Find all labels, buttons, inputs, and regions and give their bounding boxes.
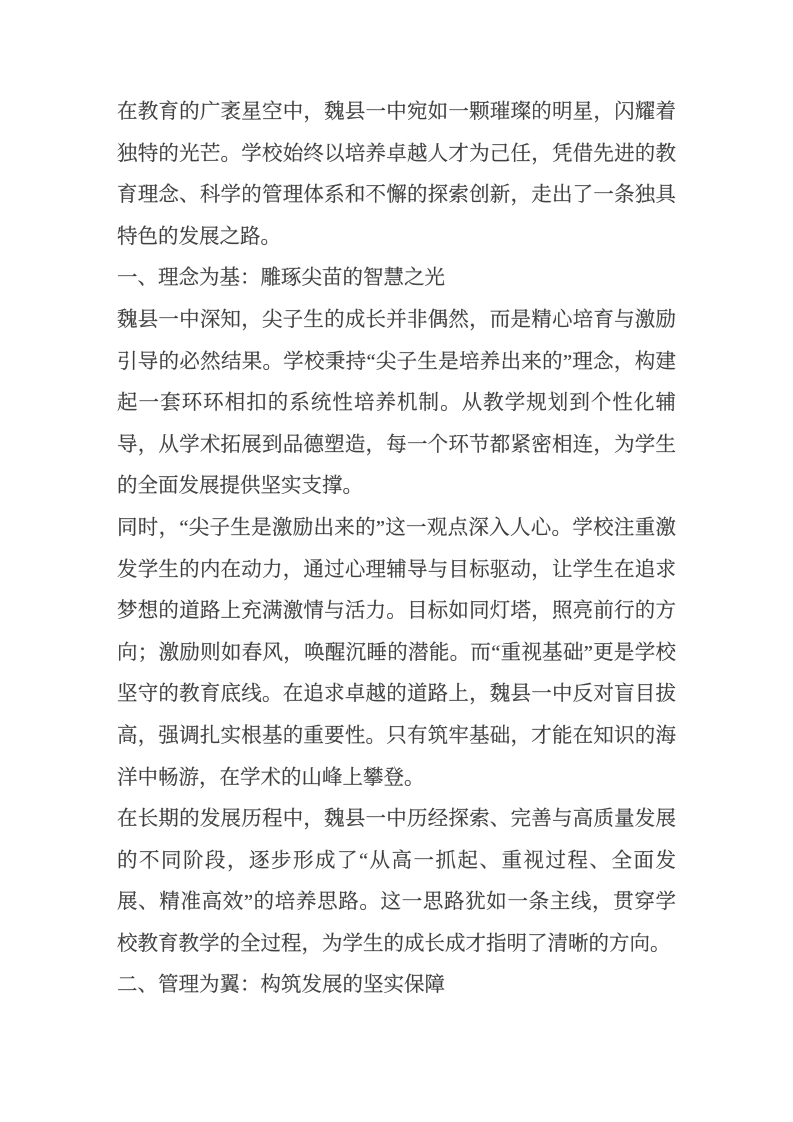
section-heading-1: 一、理念为基：雕琢尖苗的智慧之光: [117, 267, 445, 290]
paragraph-development-history: 在长期的发展历程中，魏县一中历经探索、完善与高质量发展的不同阶段，逐步形成了“从高一抓起、重视过程、全面发展、精准高效”的培养思路。这一思路犹如一条主线，贯穿学校教育教学的全过程，为学生的成长成才指明了清晰的方向。: [117, 808, 676, 955]
document-body: [117, 92, 676, 1007]
paragraph-motivation: 同时，“尖子生是激励出来的”这一观点深入人心。学校注重激发学生的内在动力，通过心理辅导与目标驱动，让学生在追求梦想的道路上充满激情与活力。目标如同灯塔，照亮前行的方向；激励则如春风，唤醒沉睡的潜能。而“重视基础”更是学校坚守的教育底线。在追求卓越的道路上，魏县一中反对盲目拔高，强调扎实根基的重要性。只有筑牢基础，才能在知识的海洋中畅游，在学术的山峰上攀登。: [117, 516, 676, 789]
paragraph-intro: 在教育的广袤星空中，魏县一中宛如一颗璀璨的明星，闪耀着独特的光芒。学校始终以培养卓越人才为己任，凭借先进的教育理念、科学的管理体系和不懈的探索创新，走出了一条独具特色的发展之路。: [117, 101, 676, 248]
section-heading-2: 二、管理为翼：构筑发展的坚实保障: [117, 974, 445, 997]
paragraph-cultivation: 魏县一中深知，尖子生的成长并非偶然，而是精心培育与激励引导的必然结果。学校秉持“尖子生是培养出来的”理念，构建起一套环环相扣的系统性培养机制。从教学规划到个性化辅导，从学术拓展到品德塑造，每一个环节都紧密相连，为学生的全面发展提供坚实支撑。: [117, 308, 676, 498]
